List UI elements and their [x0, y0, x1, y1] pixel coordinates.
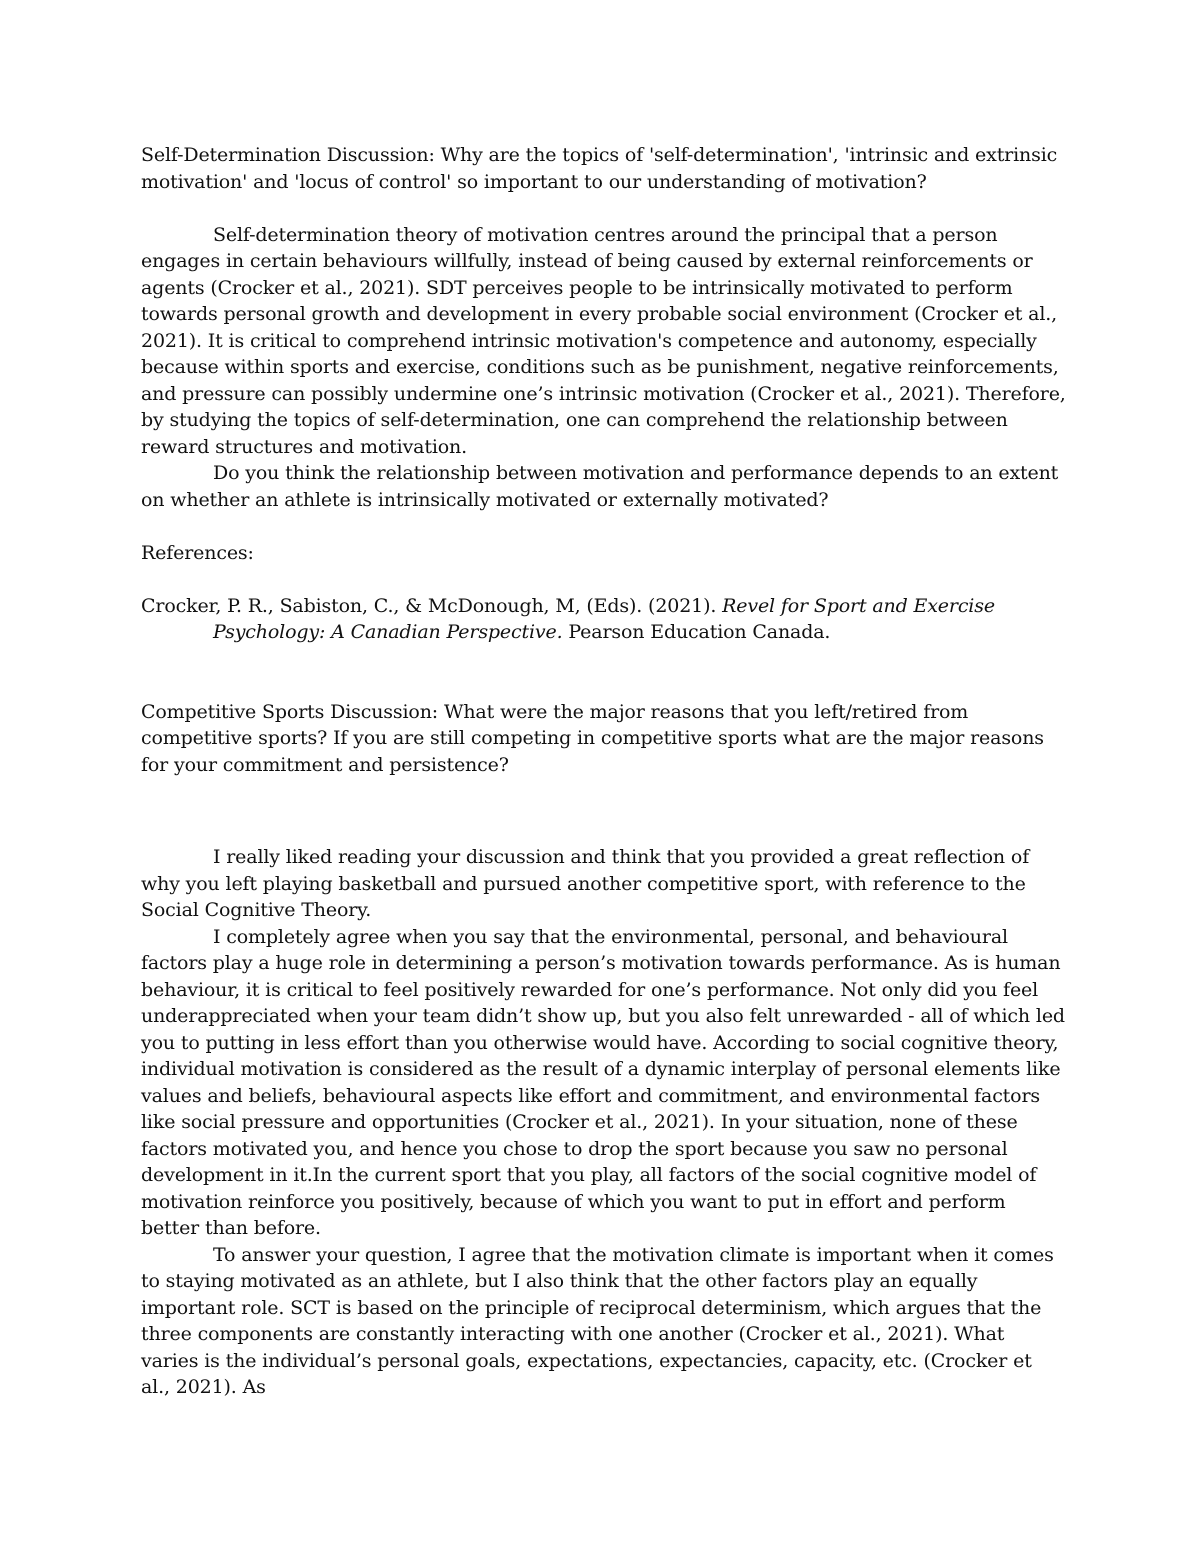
self-determination-question: Self-Determination Discussion: Why are the topics of 'self-determination', 'intrinsic and extrinsic motivation' and 'locus of control' so important to our understanding of motivation? — [141, 144, 1058, 193]
reference-entry — [141, 593, 1066, 646]
reply-paragraph-1: I really liked reading your discussion and think that you provided a great reflection of why you left playing basketball and pursued another competitive sport, with reference to the Social Cognitive Theory. — [141, 846, 1030, 921]
reply-paragraph-2: I completely agree when you say that the environmental, personal, and behavioural factors play a huge role in determining a person’s motivation towards performance. As is human behaviour, it is critical to feel positively rewarded for one’s performance. Not only did you feel underappreciated when your team didn’t show up, but you also felt unrewarded - all of which led you to putting in less effort than you otherwise would have. According to social cognitive theory, individual motivation is considered as the result of a dynamic interplay of personal elements like values and beliefs, behavioural aspects like effort and commitment, and environmental factors like social pressure and opportunities (Crocker et al., 2021). In your situation, none of these factors motivated you, and hence you chose to drop the sport because you saw no personal development in it.In the current sport that you play, all factors of the social cognitive model of motivation reinforce you positively, because of which you want to put in effort and perform better than before. — [141, 925, 1065, 1239]
competitive-sports-question: Competitive Sports Discussion: What were the major reasons that you left/retired from competitive sports? If you are still competing in competitive sports what are the major reasons for your commitment and persistence? — [141, 700, 1044, 776]
discussion-question-paragraph: Do you think the relationship between motivation and performance depends to an extent on whether an athlete is intrinsically motivated or externally motivated? — [141, 462, 1059, 511]
reply-paragraph-3: To answer your question, I agree that the motivation climate is important when it comes to staying motivated as an athlete, but I also think that the other factors play an equally important role. SCT is based on the principle of reciprocal determinism, which argues that the three components are constantly interacting with one another (Crocker et al., 2021). What varies is the individual’s personal goals, expectations, expectancies, capacity, etc. (Crocker et al., 2021). As — [141, 1243, 1054, 1398]
document-body — [141, 142, 1066, 1401]
reference-authors: Crocker, P. R., Sabiston, C., & McDonough, M, (Eds). (2021). — [141, 594, 723, 617]
sdt-paragraph: Self-determination theory of motivation centres around the principal that a person engages in certain behaviours willfully, instead of being caused by external reinforcements or agents (Crocker et al., 2021). SDT perceives people to be intrinsically motivated to perform towards personal growth and development in every probable social environment (Crocker et al., 2021). It is critical to comprehend intrinsic motivation's competence and autonomy, especially because within sports and exercise, conditions such as be punishment, negative reinforcements, and pressure can possibly undermine one’s intrinsic motivation (Crocker et al., 2021). Therefore, by studying the topics of self-determination, one can comprehend the relationship between reward structures and motivation. — [141, 223, 1066, 458]
references-heading: References: — [141, 541, 254, 564]
reference-publisher: Pearson Education Canada. — [562, 621, 831, 643]
reference-title: Revel for Sport and Exercise Psychology: A Canadian Perspective. — [213, 594, 995, 643]
